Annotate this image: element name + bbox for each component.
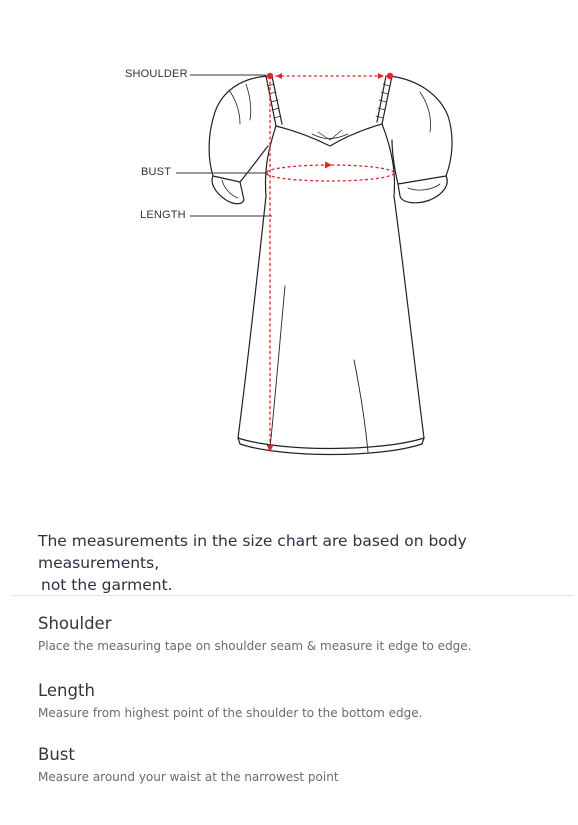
measurement-title: Length — [38, 681, 95, 700]
length-label: LENGTH — [140, 209, 186, 221]
measurement-note — [38, 530, 558, 596]
right-sleeve — [390, 76, 452, 184]
measurement-title: Bust — [38, 745, 75, 764]
neckline — [276, 124, 382, 146]
left-sleeve-cuff — [212, 176, 244, 204]
shoulder-left-marker — [267, 73, 273, 79]
measurement-description: Place the measuring tape on shoulder seam & measure it edge to edge. — [38, 639, 472, 653]
measurement-description: Measure around your waist at the narrowest point — [38, 770, 339, 784]
bust-measure-ellipse — [266, 165, 394, 181]
skirt-right-side — [394, 196, 424, 438]
shoulder-arrow-left — [276, 73, 282, 79]
measurement-item-length — [38, 680, 558, 722]
shoulder-right-marker — [387, 73, 393, 79]
bust-label: BUST — [141, 166, 172, 178]
left-sleeve — [209, 76, 268, 182]
measurement-item-bust — [38, 744, 558, 786]
shoulder-arrow-right — [378, 73, 384, 79]
measurement-item-shoulder — [38, 613, 558, 655]
divider — [12, 595, 574, 596]
measurement-title: Shoulder — [38, 614, 112, 633]
measurement-description: Measure from highest point of the shoulder to the bottom edge. — [38, 706, 423, 720]
shoulder-label: SHOULDER — [125, 68, 188, 80]
skirt-left-side — [238, 196, 266, 438]
hem — [238, 438, 424, 449]
note-line-2: not the garment. — [41, 576, 173, 594]
note-line-1: The measurements in the size chart are based on body measurements, — [38, 532, 467, 572]
bust-arrow — [325, 162, 332, 169]
